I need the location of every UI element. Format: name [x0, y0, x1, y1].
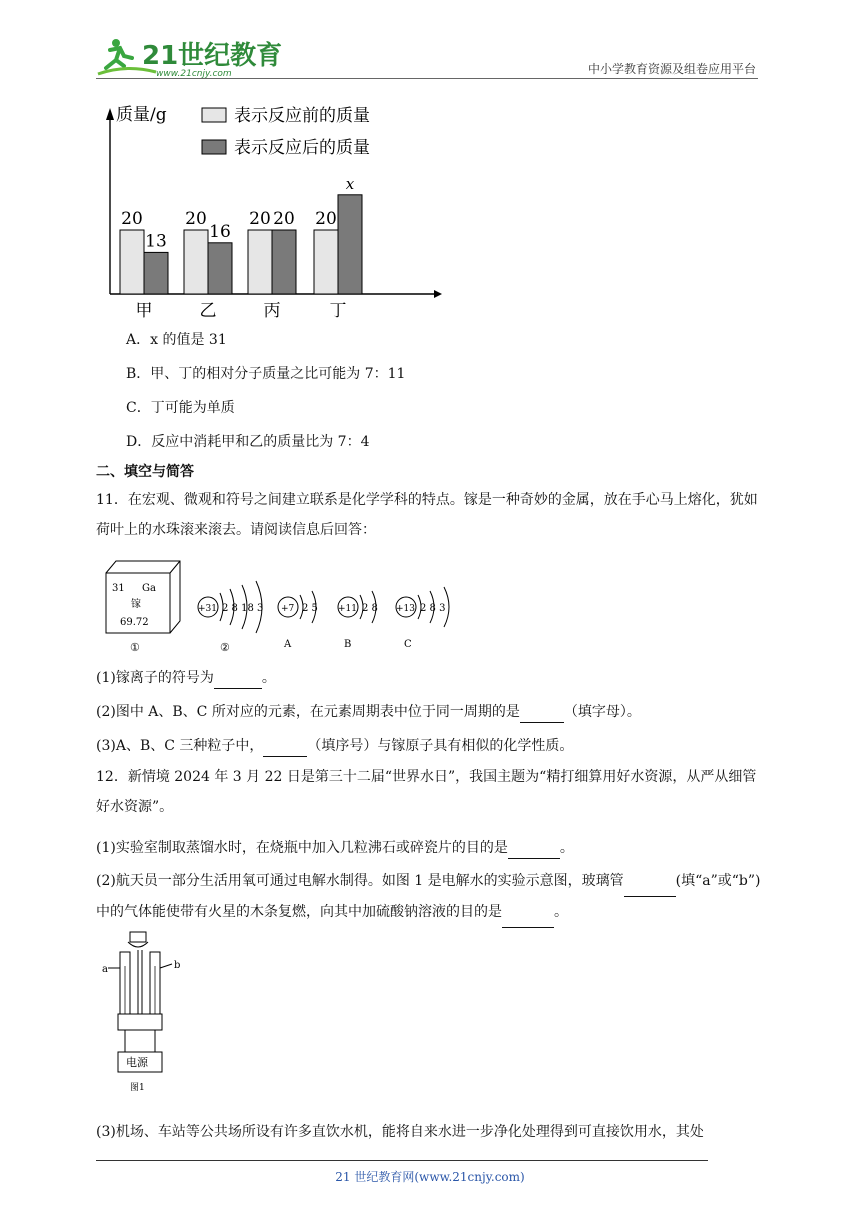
bar-丙-before [248, 230, 272, 294]
option-a: A．x 的值是 31 [126, 332, 227, 348]
legend-label-after: 表示反应后的质量 [234, 138, 370, 158]
option-d: D．反应中消耗甲和乙的质量比为 7：4 [126, 434, 370, 450]
q12-sub2: (2)航天员一部分生活用氧可通过电解水制得。如图 1 是电解水的实验示意图，玻璃管 (填“a”或“b”)中的气体能使带有火星的木条复燃，向其中加硫酸钠溶液的目的是 。 [96, 866, 766, 928]
category-label: 丁 [329, 301, 347, 321]
y-axis-label: 质量/g [116, 105, 167, 125]
svg-text:+13: +13 [396, 604, 415, 614]
label-b: B [344, 639, 352, 650]
atom-diagram-a [278, 591, 318, 623]
option-b: B．甲、丁的相对分子质量之比可能为 7：11 [126, 366, 406, 382]
x-axis-arrow [434, 290, 442, 298]
element-symbol: Ga [142, 583, 156, 594]
element-cell [106, 561, 180, 633]
svg-text:2 8 18 3: 2 8 18 3 [222, 603, 264, 614]
svg-text:2 8 3: 2 8 3 [420, 603, 446, 614]
answer-blank[interactable] [508, 838, 560, 859]
data-label: 20 [273, 209, 295, 229]
data-label: 20 [185, 209, 207, 229]
figure-caption: 图1 [130, 1083, 145, 1093]
legend-label-before: 表示反应前的质量 [234, 106, 370, 126]
data-label: 16 [209, 221, 231, 242]
q11-sub1: (1)镓离子的符号为 。 [96, 668, 276, 689]
y-axis-arrow [106, 108, 114, 120]
answer-blank[interactable] [263, 736, 307, 757]
label-c: C [404, 639, 412, 650]
footer-divider [96, 1160, 708, 1161]
data-label: 20 [121, 209, 143, 229]
category-label: 甲 [135, 301, 153, 321]
bar-丁-after [338, 195, 362, 294]
svg-text:+11: +11 [338, 604, 357, 614]
platform-name: 中小学教育资源及组卷应用平台 [587, 62, 756, 76]
svg-text:2 8: 2 8 [362, 603, 378, 614]
logo-text: 21世纪教育 [142, 41, 283, 71]
tube-a-label: a [102, 964, 108, 975]
category-label: 丙 [263, 301, 281, 321]
data-label: x [345, 174, 355, 193]
legend-swatch-before [202, 108, 226, 122]
legend-swatch-after [202, 140, 226, 154]
label-a: A [284, 639, 292, 650]
q12-stem: 12．新情境 2024 年 3 月 22 日是第三十二届“世界水日”，我国主题为“精打细算用好水资源，从严从细管好水资源”。 [96, 769, 757, 815]
data-label: 20 [249, 209, 271, 229]
power-label: 电源 [126, 1056, 148, 1069]
electrolysis-figure [100, 930, 190, 1104]
q11-sub3: (3)A、B、C 三种粒子中， （填序号）与镓原子具有相似的化学性质。 [96, 736, 573, 757]
element-name: 镓 [131, 599, 141, 610]
atomic-mass: 69.72 [120, 617, 149, 628]
bar-甲-before [120, 230, 144, 294]
svg-text:+31: +31 [198, 604, 217, 614]
data-label: 13 [145, 231, 167, 252]
label-2: ② [220, 641, 230, 654]
bar-乙-before [184, 230, 208, 294]
header-divider [96, 78, 758, 79]
atom-diagram-b [338, 591, 378, 623]
bar-乙-after [208, 243, 232, 294]
site-logo [96, 34, 283, 80]
label-1: ① [130, 641, 140, 654]
answer-blank[interactable] [214, 668, 262, 689]
atomic-number: 31 [112, 583, 125, 594]
section-title: 二、填空与简答 [96, 464, 194, 480]
answer-blank[interactable] [624, 866, 676, 897]
mass-bar-chart [96, 100, 446, 329]
svg-text:+7: +7 [281, 604, 295, 614]
q11-stem: 11．在宏观、微观和符号之间建立联系是化学学科的特点。镓是一种奇妙的金属，放在手心马上熔化，犹如荷叶上的水珠滚来滚去。请阅读信息后回答： [96, 492, 758, 538]
q11-sub2: (2)图中 A、B、C 所对应的元素，在元素周期表中位于同一周期的是 （填字母）。 [96, 702, 641, 723]
data-label: 20 [315, 209, 337, 229]
tube-b-label: b [174, 960, 181, 971]
option-c: C．丁可能为单质 [126, 400, 235, 416]
answer-blank[interactable] [502, 897, 554, 928]
footer-text: 21 世纪教育网(www.21cnjy.com) [335, 1170, 525, 1184]
svg-text:2 5: 2 5 [302, 603, 318, 614]
category-label: 乙 [199, 301, 217, 321]
q12-sub3: (3)机场、车站等公共场所设有许多直饮水机，能将自来水进一步净化处理得到可直接饮用水，其处 [96, 1124, 704, 1140]
atom-diagram-c [396, 587, 449, 627]
bar-丁-before [314, 230, 338, 294]
bar-甲-after [144, 252, 168, 294]
answer-blank[interactable] [520, 702, 564, 723]
logo-url: www.21cnjy.com [156, 69, 232, 79]
bar-丙-after [272, 230, 296, 294]
q12-sub1: (1)实验室制取蒸馏水时，在烧瓶中加入几粒沸石或碎瓷片的目的是 。 [96, 838, 574, 859]
atom-diagram-ga [198, 581, 263, 633]
gallium-figure [100, 555, 460, 659]
